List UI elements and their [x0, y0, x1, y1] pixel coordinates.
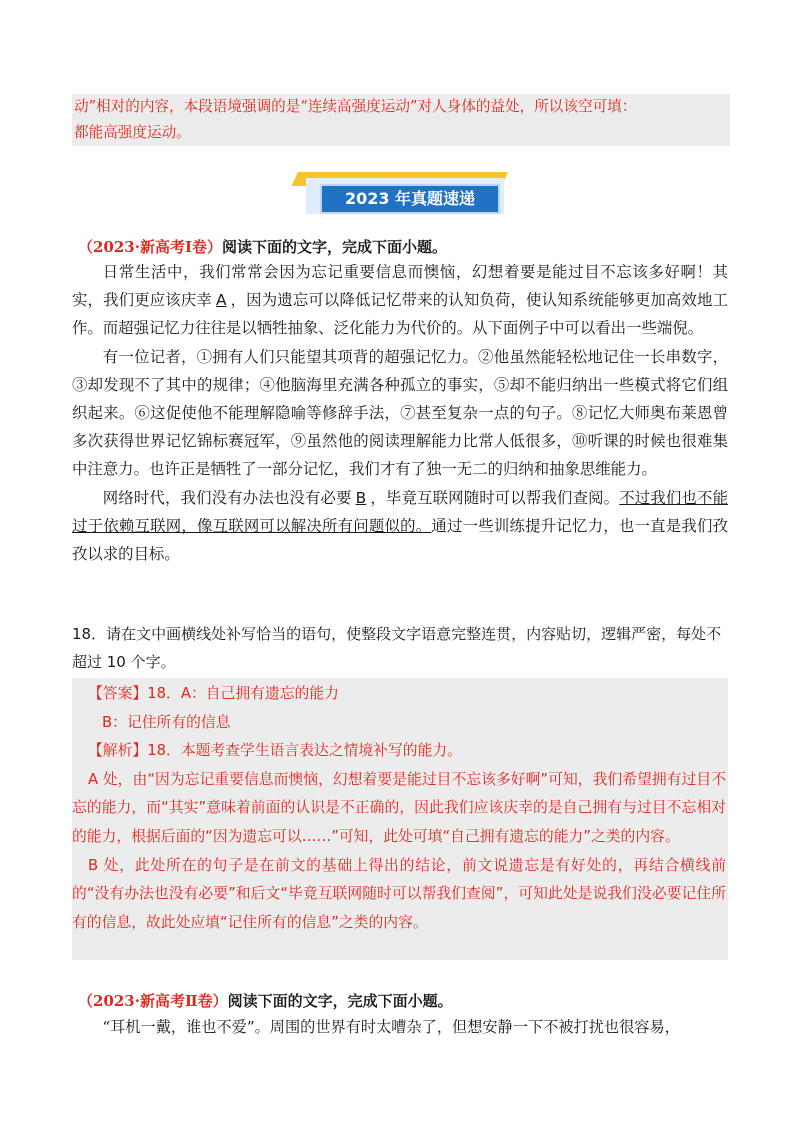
passage-text: 通过一些训练提升记忆力，也一直是我们孜孜以求的目标。 [72, 516, 728, 564]
question1-tag: （2023·新高考Ⅰ卷） [78, 238, 222, 256]
banner-title: 2023 年真题速递 [344, 189, 476, 208]
passage-paragraph-2: 有一位记者，①拥有人们只能望其项背的超强记忆力。②他虽然能轻松地记住一长串数字，③却发现不了其中的规律；④他脑海里充满各种孤立的事实，⑤却不能归纳出一些模式将它们组织起来。⑥这促使他不能理解隐喻等修辞手法，⑦甚至复杂一点的句子。⑧记忆大师奥布莱恩曾多次获得世界记忆锦标赛冠军，⑨虽然他的阅读理解能力比常人低很多，⑩听课的时候也很难集中注意力。也许正是牺牲了一部分记忆，我们才有了独一无二的归纳和抽象思维能力。 [72, 347, 728, 479]
section-banner [298, 172, 508, 216]
analysis-paragraph-b: B 处，此处所在的句子是在前文的基础上得出的结论，前文说遗忘是有好处的，再结合横线前的“没有办法也没有必要”和后文“毕竟互联网随时可以帮我们查阅”，可知此处是说我们没必要记住所有的信息，故此处应填“记住所有的信息”之类的内容。 [72, 856, 726, 931]
question2-passage: “耳机一戴，谁也不爱”。周围的世界有时太嘈杂了，但想安静一下不被打扰也很容易， [102, 1018, 680, 1036]
passage-text: 网络时代，我们没有办法也没有必要 [102, 488, 352, 507]
underlined-sentence: 不过我们也不能过于依赖互联网，像互联网可以解决所有问题似的。 [72, 488, 728, 535]
passage-paragraph-3 [72, 484, 728, 569]
blank-a: A [215, 291, 227, 310]
analysis-label: 【解析】 [88, 742, 148, 760]
answer-text: 18．A：自己拥有遗忘的能力 [147, 685, 339, 702]
previous-answer-block [72, 94, 730, 146]
question-18: 18．请在文中画横线处补写恰当的语句，使整段文字语意完整连贯，内容贴切，逻辑严密，每处不超过 10 个字。 [72, 625, 722, 671]
answer-label: 【答案】 [88, 685, 148, 702]
passage-paragraph-1 [72, 258, 728, 343]
analysis-text: 18．本题考查学生语言表达之情境补写的能力。 [147, 742, 462, 760]
analysis-line [72, 737, 728, 766]
answer-line-1 [72, 680, 728, 709]
passage-text: 日常生活中，我们常常会因为忘记重要信息而懊恼，幻想着要是能过目不忘该多好啊！其实，我们更应该庆幸 [72, 263, 728, 310]
question1-passage [72, 258, 728, 568]
question2-heading [78, 990, 453, 1012]
answer-block [72, 678, 728, 960]
passage-text: ，因为遗忘可以降低记忆带来的认知负荷，使认知系统能够更加高效地工作。而超强记忆力往往是以牺牲抽象、泛化能力为代价的。从下面例子中可以看出一些端倪。 [72, 291, 728, 338]
blank-b: B [355, 488, 367, 507]
question2-instruction: 阅读下面的文字，完成下面小题。 [227, 992, 453, 1010]
analysis-paragraph-a: A 处，由“因为忘记重要信息而懊恼，幻想着要是能过目不忘该多好啊”可知，我们希望拥有过目不忘的能力，而“其实”意味着前面的认识是不正确的，因此我们应该庆幸的是自己拥有与过目不忘相对的能力，根据后面的“因为遗忘可以……”可知，此处可填“自己拥有遗忘的能力”之类的内容。 [72, 770, 726, 845]
passage-text: ，毕竟互联网随时可以帮我们查阅。 [370, 488, 620, 507]
previous-answer-line-1: 动”相对的内容，本段语境强调的是“连续高强度运动”对人身体的益处，所以该空可填： [74, 98, 637, 115]
previous-answer-line-2: 都能高强度运动。 [74, 124, 191, 141]
question2-tag: （2023·新高考Ⅱ卷） [78, 992, 228, 1010]
answer-line-2: B：记住所有的信息 [102, 713, 231, 731]
question1-heading [78, 236, 447, 258]
question1-instruction: 阅读下面的文字，完成下面小题。 [222, 238, 448, 256]
